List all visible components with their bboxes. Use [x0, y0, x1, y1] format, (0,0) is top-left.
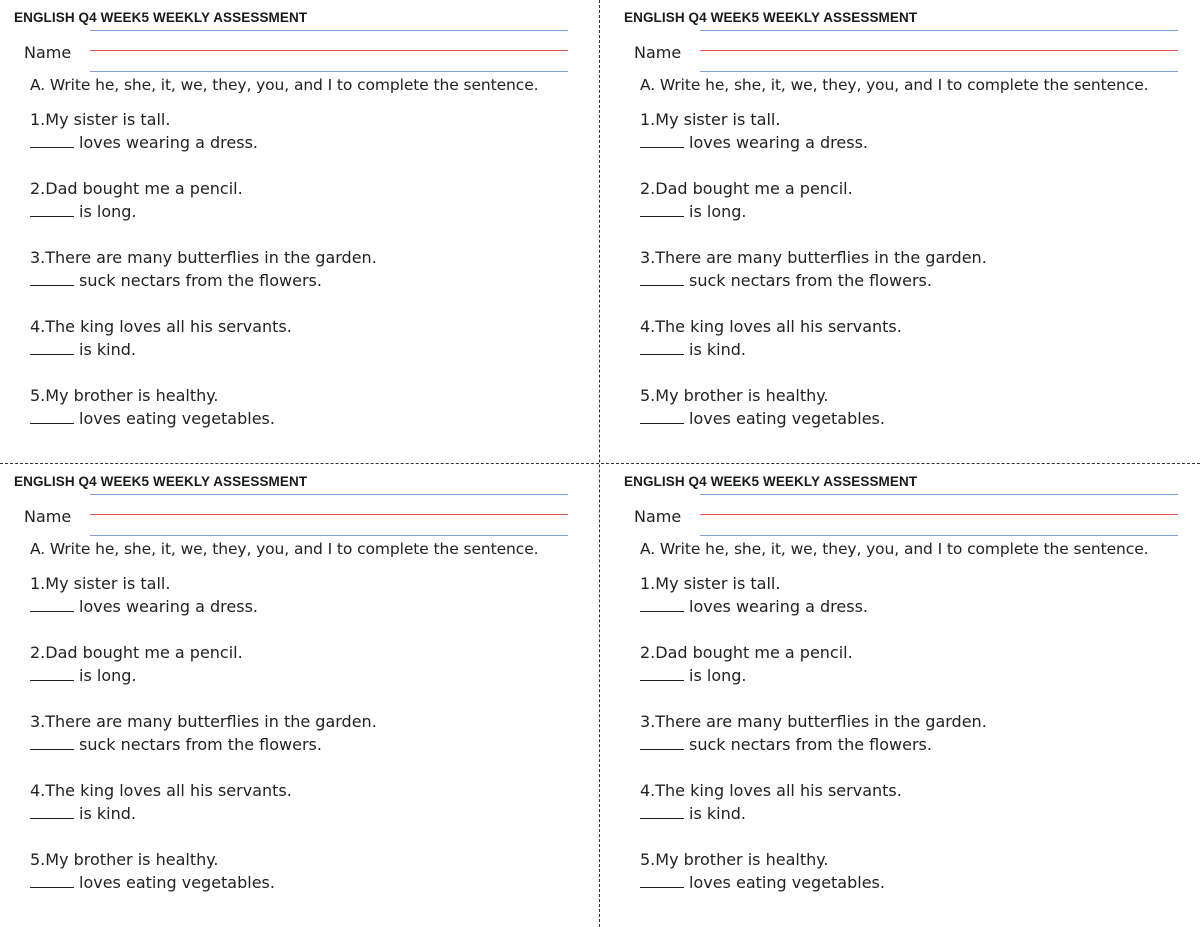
question-completion: is kind. — [79, 340, 136, 359]
question-item — [640, 848, 885, 894]
name-guide-line — [90, 535, 568, 536]
name-write-line[interactable] — [700, 514, 1178, 515]
question-completion: is kind. — [689, 340, 746, 359]
question-completion: loves eating vegetables. — [689, 409, 885, 428]
question-completion: is long. — [79, 202, 137, 221]
question-item — [30, 108, 258, 154]
question-completion: loves eating vegetables. — [79, 409, 275, 428]
answer-blank[interactable] — [640, 340, 684, 355]
worksheet-title: ENGLISH Q4 WEEK5 WEEKLY ASSESSMENT — [624, 10, 918, 25]
question-sentence: 1.My sister is tall. — [30, 574, 171, 593]
question-sentence: 5.My brother is healthy. — [640, 850, 829, 869]
title-guide-line — [700, 494, 1178, 495]
answer-blank[interactable] — [30, 666, 74, 681]
worksheet-title: ENGLISH Q4 WEEK5 WEEKLY ASSESSMENT — [14, 474, 308, 489]
answer-blank[interactable] — [640, 597, 684, 612]
name-label: Name — [24, 43, 72, 62]
answer-blank[interactable] — [640, 133, 684, 148]
answer-blank[interactable] — [640, 202, 684, 217]
question-sentence: 4.The king loves all his servants. — [30, 781, 292, 800]
question-item — [30, 384, 275, 430]
question-sentence: 5.My brother is healthy. — [30, 850, 219, 869]
question-item — [30, 177, 243, 223]
name-guide-line — [90, 71, 568, 72]
worksheet-title: ENGLISH Q4 WEEK5 WEEKLY ASSESSMENT — [624, 474, 918, 489]
question-sentence: 1.My sister is tall. — [640, 574, 781, 593]
question-completion: suck nectars from the flowers. — [689, 271, 932, 290]
question-completion: suck nectars from the flowers. — [79, 271, 322, 290]
question-item — [640, 710, 987, 756]
name-label: Name — [24, 507, 72, 526]
instructions: A. Write he, she, it, we, they, you, and I to complete the sentence. — [640, 76, 1149, 94]
question-completion: loves wearing a dress. — [79, 597, 258, 616]
question-sentence: 2.Dad bought me a pencil. — [640, 179, 853, 198]
question-item — [30, 315, 292, 361]
question-item — [640, 572, 868, 618]
name-write-line[interactable] — [90, 50, 568, 51]
worksheet-bottom-left — [0, 464, 595, 924]
question-item — [30, 779, 292, 825]
question-item — [30, 641, 243, 687]
question-item — [640, 177, 853, 223]
question-completion: is long. — [689, 202, 747, 221]
title-guide-line — [700, 30, 1178, 31]
question-completion: suck nectars from the flowers. — [79, 735, 322, 754]
question-item — [30, 246, 377, 292]
answer-blank[interactable] — [30, 597, 74, 612]
answer-blank[interactable] — [30, 340, 74, 355]
answer-blank[interactable] — [30, 133, 74, 148]
question-sentence: 4.The king loves all his servants. — [640, 781, 902, 800]
question-sentence: 4.The king loves all his servants. — [30, 317, 292, 336]
title-guide-line — [90, 494, 568, 495]
question-sentence: 3.There are many butterflies in the garden. — [30, 248, 377, 267]
name-label: Name — [634, 507, 682, 526]
question-completion: loves wearing a dress. — [689, 597, 868, 616]
question-sentence: 5.My brother is healthy. — [640, 386, 829, 405]
question-item — [30, 572, 258, 618]
question-completion: is kind. — [689, 804, 746, 823]
question-completion: loves wearing a dress. — [689, 133, 868, 152]
question-item — [640, 384, 885, 430]
name-write-line[interactable] — [700, 50, 1178, 51]
question-sentence: 3.There are many butterflies in the garden. — [30, 712, 377, 731]
question-sentence: 2.Dad bought me a pencil. — [30, 179, 243, 198]
question-completion: is kind. — [79, 804, 136, 823]
name-label: Name — [634, 43, 682, 62]
question-completion: is long. — [79, 666, 137, 685]
worksheet-top-right — [610, 0, 1200, 460]
answer-blank[interactable] — [30, 409, 74, 424]
question-completion: suck nectars from the flowers. — [689, 735, 932, 754]
answer-blank[interactable] — [30, 804, 74, 819]
question-item — [640, 779, 902, 825]
instructions: A. Write he, she, it, we, they, you, and I to complete the sentence. — [30, 76, 539, 94]
worksheet-top-left — [0, 0, 595, 460]
question-item — [640, 246, 987, 292]
question-sentence: 5.My brother is healthy. — [30, 386, 219, 405]
question-sentence: 1.My sister is tall. — [30, 110, 171, 129]
question-sentence: 2.Dad bought me a pencil. — [30, 643, 243, 662]
instructions: A. Write he, she, it, we, they, you, and I to complete the sentence. — [640, 540, 1149, 558]
answer-blank[interactable] — [30, 202, 74, 217]
worksheet-bottom-right — [610, 464, 1200, 924]
name-guide-line — [700, 535, 1178, 536]
answer-blank[interactable] — [30, 873, 74, 888]
answer-blank[interactable] — [640, 735, 684, 750]
title-guide-line — [90, 30, 568, 31]
question-item — [640, 641, 853, 687]
answer-blank[interactable] — [640, 873, 684, 888]
question-completion: loves wearing a dress. — [79, 133, 258, 152]
answer-blank[interactable] — [640, 271, 684, 286]
question-item — [640, 108, 868, 154]
instructions: A. Write he, she, it, we, they, you, and I to complete the sentence. — [30, 540, 539, 558]
question-completion: is long. — [689, 666, 747, 685]
question-sentence: 3.There are many butterflies in the garden. — [640, 712, 987, 731]
question-item — [30, 848, 275, 894]
name-write-line[interactable] — [90, 514, 568, 515]
answer-blank[interactable] — [30, 735, 74, 750]
question-sentence: 1.My sister is tall. — [640, 110, 781, 129]
question-item — [30, 710, 377, 756]
question-sentence: 4.The king loves all his servants. — [640, 317, 902, 336]
worksheet-title: ENGLISH Q4 WEEK5 WEEKLY ASSESSMENT — [14, 10, 308, 25]
question-sentence: 2.Dad bought me a pencil. — [640, 643, 853, 662]
answer-blank[interactable] — [640, 666, 684, 681]
question-item — [640, 315, 902, 361]
answer-blank[interactable] — [640, 804, 684, 819]
question-sentence: 3.There are many butterflies in the garden. — [640, 248, 987, 267]
question-completion: loves eating vegetables. — [689, 873, 885, 892]
answer-blank[interactable] — [640, 409, 684, 424]
question-completion: loves eating vegetables. — [79, 873, 275, 892]
answer-blank[interactable] — [30, 271, 74, 286]
name-guide-line — [700, 71, 1178, 72]
